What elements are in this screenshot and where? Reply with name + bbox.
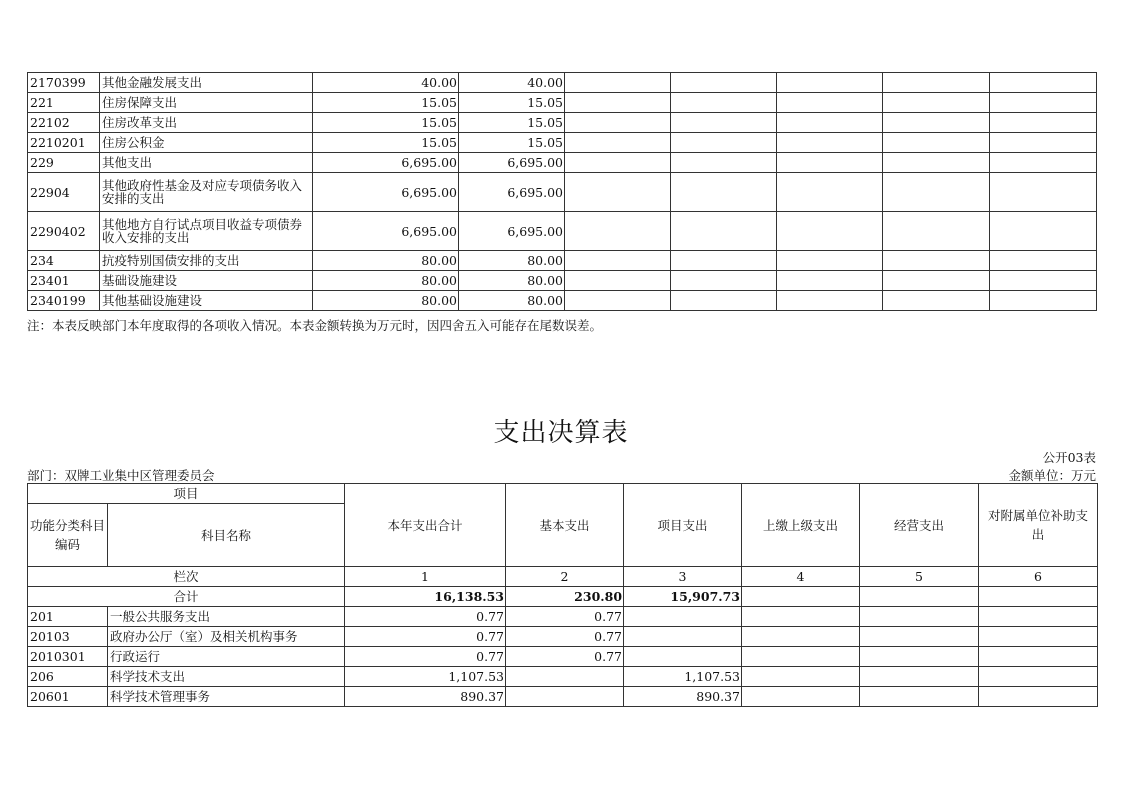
table-note: 注：本表反映部门本年度取得的各项收入情况。本表金额转换为万元时，因四舍五入可能存在尾数误差。: [27, 318, 603, 333]
amount-subsidy: [979, 687, 1098, 707]
table-row: [28, 153, 1097, 173]
empty-cell: [671, 73, 777, 93]
amount-upper: [742, 667, 860, 687]
subject-name: 一般公共服务支出: [108, 607, 345, 627]
amount-subsidy: [979, 667, 1098, 687]
subject-code: 2340199: [28, 291, 100, 311]
total-subsidy: [979, 587, 1098, 607]
amount-basic: [506, 687, 624, 707]
subject-name: 行政运行: [108, 647, 345, 667]
column-index-label: 栏次: [28, 567, 345, 587]
table-row: [28, 627, 1098, 647]
empty-cell: [565, 173, 671, 212]
subject-name: 抗疫特别国债安排的支出: [100, 251, 313, 271]
subject-name: 科学技术支出: [108, 667, 345, 687]
amount-cell: 15.05: [313, 113, 459, 133]
total-business: [860, 587, 979, 607]
amount-cell: 15.05: [313, 93, 459, 113]
empty-cell: [777, 113, 883, 133]
amount-subsidy: [979, 627, 1098, 647]
header-total: 本年支出合计: [345, 484, 506, 567]
header-name: 科目名称: [108, 504, 345, 567]
empty-cell: [990, 93, 1097, 113]
empty-cell: [671, 173, 777, 212]
total-project: 15,907.73: [624, 587, 742, 607]
empty-cell: [565, 251, 671, 271]
amount-cell: 80.00: [313, 291, 459, 311]
empty-cell: [565, 93, 671, 113]
empty-cell: [565, 73, 671, 93]
total-basic: 230.80: [506, 587, 624, 607]
table-row: [28, 647, 1098, 667]
amount-total: 0.77: [345, 607, 506, 627]
table-row: [28, 271, 1097, 291]
table-row: [28, 607, 1098, 627]
empty-cell: [883, 271, 990, 291]
department-label: 部门：双牌工业集中区管理委员会: [27, 468, 215, 483]
empty-cell: [990, 271, 1097, 291]
amount-total: 1,107.53: [345, 667, 506, 687]
amount-basic: 0.77: [506, 607, 624, 627]
table-row: [28, 133, 1097, 153]
amount-basic: [506, 667, 624, 687]
amount-cell: 15.05: [459, 133, 565, 153]
empty-cell: [777, 153, 883, 173]
header-project: 项目支出: [624, 484, 742, 567]
empty-cell: [990, 212, 1097, 251]
empty-cell: [883, 93, 990, 113]
amount-project: [624, 607, 742, 627]
amount-cell: 40.00: [459, 73, 565, 93]
column-index: 1: [345, 567, 506, 587]
empty-cell: [883, 73, 990, 93]
empty-cell: [671, 153, 777, 173]
amount-cell: 6,695.00: [313, 173, 459, 212]
empty-cell: [565, 291, 671, 311]
column-index: 3: [624, 567, 742, 587]
empty-cell: [777, 133, 883, 153]
subject-code: 221: [28, 93, 100, 113]
empty-cell: [883, 113, 990, 133]
empty-cell: [565, 113, 671, 133]
amount-project: 890.37: [624, 687, 742, 707]
empty-cell: [990, 113, 1097, 133]
column-index: 6: [979, 567, 1098, 587]
empty-cell: [883, 173, 990, 212]
subject-code: 2290402: [28, 212, 100, 251]
amount-upper: [742, 687, 860, 707]
subject-name: 其他地方自行试点项目收益专项债券收入安排的支出: [100, 212, 313, 251]
table-row: [28, 212, 1097, 251]
column-index: 4: [742, 567, 860, 587]
empty-cell: [777, 291, 883, 311]
empty-cell: [990, 133, 1097, 153]
amount-business: [860, 687, 979, 707]
amount-cell: 80.00: [459, 291, 565, 311]
amount-total: 0.77: [345, 627, 506, 647]
amount-total: 890.37: [345, 687, 506, 707]
amount-cell: 6,695.00: [313, 212, 459, 251]
amount-cell: 6,695.00: [313, 153, 459, 173]
table-row: [28, 667, 1098, 687]
amount-cell: 80.00: [313, 271, 459, 291]
subject-code: 22904: [28, 173, 100, 212]
income-table-continued: [27, 72, 1097, 311]
subject-name: 政府办公厅（室）及相关机构事务: [108, 627, 345, 647]
empty-cell: [671, 133, 777, 153]
empty-cell: [777, 93, 883, 113]
empty-cell: [777, 73, 883, 93]
header-upper: 上缴上级支出: [742, 484, 860, 567]
empty-cell: [990, 153, 1097, 173]
empty-cell: [777, 271, 883, 291]
empty-cell: [565, 133, 671, 153]
header-code: 功能分类科目编码: [28, 504, 108, 567]
amount-business: [860, 627, 979, 647]
amount-project: [624, 647, 742, 667]
subject-code: 234: [28, 251, 100, 271]
amount-cell: 40.00: [313, 73, 459, 93]
header-business: 经营支出: [860, 484, 979, 567]
amount-cell: 80.00: [313, 251, 459, 271]
amount-subsidy: [979, 607, 1098, 627]
total-amount: 16,138.53: [345, 587, 506, 607]
empty-cell: [565, 212, 671, 251]
empty-cell: [883, 251, 990, 271]
amount-cell: 15.05: [459, 113, 565, 133]
empty-cell: [777, 251, 883, 271]
amount-business: [860, 647, 979, 667]
subject-name: 其他政府性基金及对应专项债务收入安排的支出: [100, 173, 313, 212]
subject-name: 科学技术管理事务: [108, 687, 345, 707]
empty-cell: [777, 173, 883, 212]
subject-code: 201: [28, 607, 108, 627]
empty-cell: [883, 291, 990, 311]
subject-code: 20601: [28, 687, 108, 707]
amount-cell: 80.00: [459, 251, 565, 271]
subject-name: 住房保障支出: [100, 93, 313, 113]
subject-name: 其他金融发展支出: [100, 73, 313, 93]
amount-upper: [742, 627, 860, 647]
empty-cell: [990, 291, 1097, 311]
subject-name: 基础设施建设: [100, 271, 313, 291]
amount-cell: 80.00: [459, 271, 565, 291]
table-row: [28, 73, 1097, 93]
column-index: 2: [506, 567, 624, 587]
empty-cell: [990, 73, 1097, 93]
amount-upper: [742, 607, 860, 627]
expense-table: [27, 483, 1098, 707]
total-row-label: 合计: [28, 587, 345, 607]
amount-cell: 6,695.00: [459, 212, 565, 251]
subject-code: 2010301: [28, 647, 108, 667]
subject-code: 2210201: [28, 133, 100, 153]
amount-business: [860, 607, 979, 627]
header-item: 项目: [28, 484, 345, 504]
table-row: [28, 251, 1097, 271]
total-upper: [742, 587, 860, 607]
amount-cell: 15.05: [459, 93, 565, 113]
table-row: [28, 93, 1097, 113]
empty-cell: [671, 93, 777, 113]
amount-project: 1,107.53: [624, 667, 742, 687]
header-subsidy: 对附属单位补助支出: [979, 484, 1098, 567]
subject-name: 住房公积金: [100, 133, 313, 153]
table-row: [28, 113, 1097, 133]
empty-cell: [990, 173, 1097, 212]
table-row: [28, 687, 1098, 707]
page-title: 支出决算表: [493, 418, 629, 448]
amount-unit-label: 金额单位：万元: [1008, 468, 1096, 483]
empty-cell: [883, 153, 990, 173]
amount-upper: [742, 647, 860, 667]
table-row: [28, 291, 1097, 311]
subject-name: 其他基础设施建设: [100, 291, 313, 311]
public-table-number: 公开03表: [1042, 450, 1096, 465]
header-basic: 基本支出: [506, 484, 624, 567]
amount-cell: 6,695.00: [459, 153, 565, 173]
subject-name: 其他支出: [100, 153, 313, 173]
empty-cell: [777, 212, 883, 251]
amount-business: [860, 667, 979, 687]
empty-cell: [990, 251, 1097, 271]
empty-cell: [883, 133, 990, 153]
empty-cell: [671, 113, 777, 133]
amount-basic: 0.77: [506, 627, 624, 647]
subject-code: 229: [28, 153, 100, 173]
empty-cell: [671, 291, 777, 311]
subject-code: 23401: [28, 271, 100, 291]
amount-cell: 6,695.00: [459, 173, 565, 212]
subject-code: 2170399: [28, 73, 100, 93]
empty-cell: [671, 271, 777, 291]
subject-code: 206: [28, 667, 108, 687]
amount-subsidy: [979, 647, 1098, 667]
column-index: 5: [860, 567, 979, 587]
empty-cell: [671, 212, 777, 251]
amount-project: [624, 627, 742, 647]
subject-code: 22102: [28, 113, 100, 133]
empty-cell: [883, 212, 990, 251]
empty-cell: [565, 271, 671, 291]
amount-total: 0.77: [345, 647, 506, 667]
amount-basic: 0.77: [506, 647, 624, 667]
empty-cell: [565, 153, 671, 173]
table-row: [28, 173, 1097, 212]
empty-cell: [671, 251, 777, 271]
subject-code: 20103: [28, 627, 108, 647]
subject-name: 住房改革支出: [100, 113, 313, 133]
amount-cell: 15.05: [313, 133, 459, 153]
